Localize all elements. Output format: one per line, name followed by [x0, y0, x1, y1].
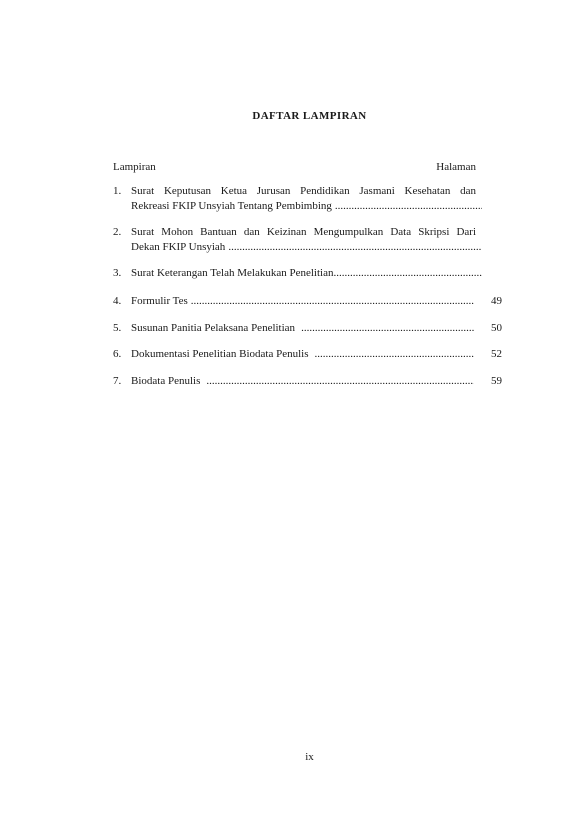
entry-number: 6.: [113, 348, 122, 360]
entry-text-line-1: [131, 347, 502, 362]
toc-entry-5: [113, 321, 502, 336]
header-halaman-label: Halaman: [436, 161, 476, 173]
toc-entry-6: [113, 347, 502, 362]
entry-number: 4.: [113, 295, 122, 307]
entry-text: Biodata Penulis: [131, 375, 201, 387]
entry-number: 1.: [113, 185, 122, 197]
entry-text-line-2: [131, 199, 502, 214]
entry-page-number: 49: [491, 295, 502, 307]
dot-leader: [333, 266, 482, 281]
page-number: ix: [305, 751, 314, 763]
entry-text-line-1: [131, 321, 502, 336]
entry-page-number: 50: [491, 322, 502, 334]
dot-leader: [315, 347, 474, 362]
page-title: DAFTAR LAMPIRAN: [252, 110, 367, 122]
entry-text-line-1: Surat Keputusan Ketua Jurusan Pendidikan Jasmani Kesehatan dan: [131, 185, 476, 197]
entry-text-line-1: [131, 374, 502, 389]
entry-text: Dekan FKIP Unsyiah: [131, 240, 226, 253]
entry-text-line-1: [131, 266, 502, 281]
toc-entry-7: [113, 374, 502, 389]
dot-leader: [335, 199, 482, 214]
dot-leader: [301, 321, 474, 336]
header-lampiran-label: Lampiran: [113, 161, 156, 173]
entry-text-line-2: [131, 240, 502, 255]
entry-number: 3.: [113, 267, 122, 279]
entry-page-number: 59: [491, 375, 502, 387]
toc-entry-2: [113, 225, 502, 254]
entry-text-line-1: [131, 294, 502, 309]
entry-text: Formulir Tes: [131, 295, 188, 307]
entry-text: Susunan Panitia Pelaksana Penelitian: [131, 322, 296, 334]
entry-text: Surat Keterangan Telah Melakukan Penelitian: [131, 267, 334, 279]
entry-text-line-1: Surat Mohon Bantuan dan Keizinan Mengumpulkan Data Skripsi Dari: [131, 226, 476, 238]
dot-leader: [228, 240, 482, 255]
entry-number: 7.: [113, 375, 122, 387]
dot-leader: [191, 294, 474, 309]
entry-text: Rekreasi FKIP Unsyiah Tentang Pembimbing: [131, 199, 332, 212]
entry-page-number: 52: [491, 348, 502, 360]
entry-number: 2.: [113, 226, 122, 238]
toc-header: [113, 161, 476, 173]
entry-number: 5.: [113, 322, 122, 334]
entry-text: Dokumentasi Penelitian Biodata Penulis: [131, 348, 309, 360]
toc-entry-1: [113, 184, 502, 213]
toc-entry-4: [113, 294, 502, 309]
toc-entry-3: [113, 266, 502, 281]
dot-leader: [206, 374, 474, 389]
